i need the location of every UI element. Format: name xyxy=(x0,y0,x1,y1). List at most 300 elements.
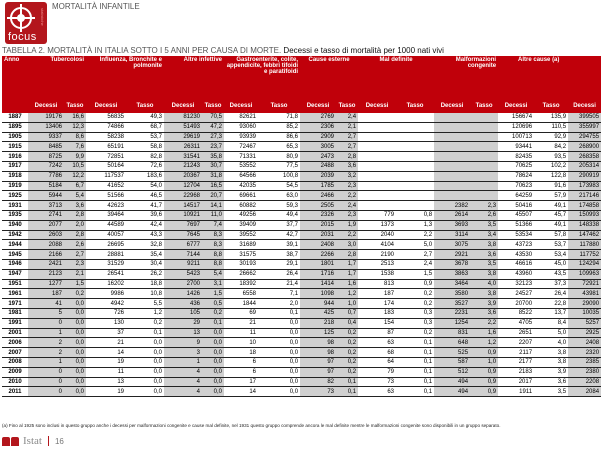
value-cell: 21,4 xyxy=(258,279,300,289)
value-cell: 1 xyxy=(28,328,64,338)
value-cell: 39552 xyxy=(224,230,258,240)
value-cell xyxy=(470,161,498,171)
value-cell xyxy=(470,191,498,201)
value-cell: 8,8 xyxy=(202,250,224,260)
value-cell: 2,7 xyxy=(336,132,358,142)
value-cell: 43723 xyxy=(498,240,534,250)
subheader-decessi: Decessi xyxy=(86,102,126,113)
value-cell: 2,2 xyxy=(336,191,358,201)
footnote: (a) Fino al 1925 sono inclusi in questo gruppo anche i decessi per malformazioni congenite e cause mal definite, nel 1931 questo gruppo comprende ancora le mal definite mentre le malformazioni congenite sono disponibili in un gruppo separato. xyxy=(2,423,501,428)
value-cell xyxy=(358,122,396,132)
subheader-decessi: Decessi xyxy=(300,102,336,113)
value-cell: 26,4 xyxy=(258,269,300,279)
subheader-tasso: Tasso xyxy=(258,102,300,113)
value-cell: 46616 xyxy=(498,259,534,269)
value-cell: 156674 xyxy=(498,113,534,122)
year-cell: 1917 xyxy=(2,161,28,171)
value-cell: 0,0 xyxy=(258,387,300,397)
value-cell: 23,7 xyxy=(202,142,224,152)
year-cell: 1971 xyxy=(2,299,28,309)
table-row xyxy=(2,328,601,338)
value-cell: 2,4 xyxy=(396,259,434,269)
value-cell: 173983 xyxy=(568,181,601,191)
year-cell: 2008 xyxy=(2,357,28,367)
value-cell: 69661 xyxy=(224,191,258,201)
value-cell: 3,2 xyxy=(336,171,358,181)
value-cell: 1,6 xyxy=(470,328,498,338)
value-cell: 0,0 xyxy=(258,318,300,328)
table-row xyxy=(2,299,601,309)
value-cell: 11 xyxy=(224,328,258,338)
value-cell: 20700 xyxy=(498,299,534,309)
value-cell: 0 xyxy=(28,367,64,377)
subheader-tasso: Tasso xyxy=(396,102,434,113)
value-cell: 2117 xyxy=(498,348,534,358)
value-cell: 3,8 xyxy=(470,269,498,279)
table-row xyxy=(2,171,601,181)
value-cell: 3,6 xyxy=(336,161,358,171)
value-cell: 187 xyxy=(28,289,64,299)
value-cell: 53,4 xyxy=(534,250,568,260)
year-cell: 1951 xyxy=(2,279,28,289)
value-cell: 1,0 xyxy=(336,299,358,309)
value-cell xyxy=(470,122,498,132)
value-cell xyxy=(358,161,396,171)
value-cell: 68 xyxy=(358,348,396,358)
value-cell: 21243 xyxy=(164,161,202,171)
value-cell: 0,2 xyxy=(202,308,224,318)
value-cell: 26,4 xyxy=(534,289,568,299)
value-cell: 44589 xyxy=(86,220,126,230)
table-row xyxy=(2,387,601,397)
value-cell: 19176 xyxy=(28,113,64,122)
value-cell: 1,2 xyxy=(336,289,358,299)
value-cell: 2380 xyxy=(568,367,601,377)
year-cell: 2011 xyxy=(2,387,28,397)
value-cell: 0,1 xyxy=(396,367,434,377)
value-cell: 7786 xyxy=(28,171,64,181)
value-cell: 68,7 xyxy=(126,122,164,132)
group-header: Mal definite xyxy=(358,56,434,102)
table-row xyxy=(2,279,601,289)
value-cell: 1254 xyxy=(434,318,470,328)
value-cell: 5,4 xyxy=(64,191,86,201)
value-cell: 2039 xyxy=(300,171,336,181)
value-cell: 0,4 xyxy=(336,318,358,328)
value-cell: 73 xyxy=(358,377,396,387)
value-cell: 183,6 xyxy=(126,171,164,181)
value-cell: 43,5 xyxy=(534,269,568,279)
group-header: Tubercolosi xyxy=(28,56,86,102)
value-cell: 148338 xyxy=(568,220,601,230)
value-cell: 79 xyxy=(358,367,396,377)
group-header: Altre infettive xyxy=(164,56,224,102)
value-cell: 92,9 xyxy=(534,132,568,142)
year-cell: 2006 xyxy=(2,338,28,348)
value-cell: 31,8 xyxy=(202,171,224,181)
page-number: 16 xyxy=(54,436,64,446)
value-cell: 49,4 xyxy=(258,210,300,220)
value-cell: 8725 xyxy=(28,152,64,162)
value-cell: 4104 xyxy=(358,240,396,250)
value-cell xyxy=(470,113,498,122)
value-cell: 0,0 xyxy=(64,377,86,387)
subheader-decessi: Decessi xyxy=(358,102,396,113)
value-cell: 64566 xyxy=(224,171,258,181)
value-cell xyxy=(358,152,396,162)
value-cell: 39464 xyxy=(86,210,126,220)
value-cell: 47,2 xyxy=(202,122,224,132)
value-cell: 2 xyxy=(28,338,64,348)
year-cell: 1916 xyxy=(2,152,28,162)
value-cell: 0,0 xyxy=(258,328,300,338)
value-cell: 69 xyxy=(224,308,258,318)
value-cell: 4 xyxy=(164,367,202,377)
value-cell: 102,2 xyxy=(534,161,568,171)
value-cell: 59,3 xyxy=(258,201,300,211)
subheader-decessi: Decessi xyxy=(434,102,470,113)
value-cell: 87 xyxy=(358,328,396,338)
value-cell: 14 xyxy=(224,387,258,397)
value-cell: 30,4 xyxy=(126,259,164,269)
value-cell: 0,0 xyxy=(258,367,300,377)
value-cell: 93441 xyxy=(498,142,534,152)
value-cell: 3,5 xyxy=(470,259,498,269)
value-cell: 2513 xyxy=(358,259,396,269)
value-cell: 2177 xyxy=(498,357,534,367)
value-cell: 82 xyxy=(300,377,336,387)
value-cell: 18392 xyxy=(224,279,258,289)
value-cell: 1801 xyxy=(300,259,336,269)
value-cell: 6 xyxy=(224,357,258,367)
value-cell: 49,1 xyxy=(534,201,568,211)
value-cell: 58238 xyxy=(86,132,126,142)
table-row xyxy=(2,377,601,387)
value-cell: 0,9 xyxy=(470,348,498,358)
value-cell: 0,0 xyxy=(126,387,164,397)
value-cell: 2,4 xyxy=(336,113,358,122)
year-cell: 1919 xyxy=(2,181,28,191)
value-cell: 1,5 xyxy=(396,269,434,279)
value-cell: 0,2 xyxy=(396,289,434,299)
year-cell: 2001 xyxy=(2,328,28,338)
value-cell: 16,6 xyxy=(64,113,86,122)
value-cell: 124294 xyxy=(568,259,601,269)
value-cell: 70625 xyxy=(498,161,534,171)
value-cell: 6777 xyxy=(164,240,202,250)
value-cell: 29 xyxy=(164,318,202,328)
value-cell: 1,0 xyxy=(470,357,498,367)
value-cell: 8,4 xyxy=(534,318,568,328)
value-cell: 1,5 xyxy=(64,279,86,289)
value-cell: 7,6 xyxy=(64,142,86,152)
table-row xyxy=(2,201,601,211)
value-cell: 9986 xyxy=(86,289,126,299)
value-cell: 0,0 xyxy=(64,357,86,367)
value-cell: 7,4 xyxy=(202,220,224,230)
value-cell: 2166 xyxy=(28,250,64,260)
value-cell: 512 xyxy=(434,367,470,377)
value-cell: 51566 xyxy=(86,191,126,201)
value-cell: 41652 xyxy=(86,181,126,191)
value-cell: 122,8 xyxy=(534,171,568,181)
value-cell: 72921 xyxy=(568,279,601,289)
value-cell: 1,5 xyxy=(202,289,224,299)
year-cell: 1946 xyxy=(2,259,28,269)
value-cell xyxy=(358,191,396,201)
value-cell: 1911 xyxy=(498,387,534,397)
value-cell: 21 xyxy=(86,338,126,348)
value-cell xyxy=(396,132,434,142)
value-cell: 41 xyxy=(28,299,64,309)
value-cell: 64 xyxy=(358,357,396,367)
value-cell: 1373 xyxy=(358,220,396,230)
value-cell: 49256 xyxy=(224,210,258,220)
value-cell: 117752 xyxy=(568,250,601,260)
group-header: Malformazioni congenite xyxy=(434,56,498,102)
table-row xyxy=(2,181,601,191)
value-cell: 125 xyxy=(300,328,336,338)
value-cell: 0,5 xyxy=(202,299,224,309)
value-cell: 3,9 xyxy=(470,299,498,309)
value-cell: 0,0 xyxy=(64,338,86,348)
value-cell: 3527 xyxy=(434,299,470,309)
year-cell: 1931 xyxy=(2,201,28,211)
year-cell: 1925 xyxy=(2,191,28,201)
value-cell: 13406 xyxy=(28,122,64,132)
table-row xyxy=(2,191,601,201)
value-cell: 0,1 xyxy=(336,377,358,387)
value-cell: 1098 xyxy=(300,289,336,299)
value-cell: 3,5 xyxy=(470,220,498,230)
subheader-tasso: Tasso xyxy=(470,102,498,113)
divider xyxy=(48,436,49,446)
value-cell: 14517 xyxy=(164,201,202,211)
value-cell: 105 xyxy=(164,308,202,318)
table-row xyxy=(2,220,601,230)
value-cell xyxy=(396,171,434,181)
value-cell: 57,9 xyxy=(534,191,568,201)
value-cell: 0 xyxy=(28,377,64,387)
value-cell: 35,4 xyxy=(126,250,164,260)
year-cell: 1944 xyxy=(2,240,28,250)
value-cell: 10,5 xyxy=(64,161,86,171)
focus-logo xyxy=(5,2,47,44)
value-cell: 2207 xyxy=(498,338,534,348)
value-cell: 13,7 xyxy=(534,308,568,318)
value-cell: 2473 xyxy=(300,152,336,162)
value-cell: 42623 xyxy=(86,201,126,211)
value-cell: 3,4 xyxy=(470,230,498,240)
value-cell: 2,1 xyxy=(336,122,358,132)
value-cell: 11,0 xyxy=(202,210,224,220)
value-cell: 2651 xyxy=(498,328,534,338)
value-cell: 63 xyxy=(358,387,396,397)
group-header: Altre cause (a) xyxy=(498,56,601,102)
value-cell: 2,8 xyxy=(336,250,358,260)
value-cell: 43960 xyxy=(498,269,534,279)
value-cell: 82435 xyxy=(498,152,534,162)
value-cell: 65,3 xyxy=(258,142,300,152)
value-cell: 2,8 xyxy=(64,230,86,240)
value-cell: 29090 xyxy=(568,299,601,309)
year-cell: 2007 xyxy=(2,348,28,358)
value-cell: 80,9 xyxy=(258,152,300,162)
value-cell xyxy=(396,152,434,162)
group-header-row xyxy=(2,56,601,102)
value-cell: 2408 xyxy=(568,338,601,348)
value-cell: 147462 xyxy=(568,230,601,240)
value-cell: 4705 xyxy=(498,318,534,328)
value-cell: 1538 xyxy=(358,269,396,279)
group-header: Cause esterne xyxy=(300,56,358,102)
value-cell: 0,2 xyxy=(336,348,358,358)
value-cell: 72,6 xyxy=(126,161,164,171)
value-cell: 41,7 xyxy=(126,201,164,211)
value-cell: 0,2 xyxy=(64,289,86,299)
value-cell: 5,4 xyxy=(202,269,224,279)
value-cell: 40057 xyxy=(86,230,126,240)
value-cell: 0,0 xyxy=(126,367,164,377)
value-cell: 10921 xyxy=(164,210,202,220)
value-cell: 3,9 xyxy=(534,367,568,377)
value-cell: 72851 xyxy=(86,152,126,162)
value-cell: 117537 xyxy=(86,171,126,181)
value-cell: 3 xyxy=(164,348,202,358)
value-cell: 2,8 xyxy=(336,152,358,162)
value-cell: 5,5 xyxy=(126,299,164,309)
value-cell: 4,0 xyxy=(534,338,568,348)
table-row xyxy=(2,240,601,250)
value-cell xyxy=(358,113,396,122)
value-cell: 2488 xyxy=(300,161,336,171)
value-cell: 2408 xyxy=(300,240,336,250)
value-cell: 1,6 xyxy=(336,279,358,289)
value-cell: 0,3 xyxy=(396,318,434,328)
value-cell: 2123 xyxy=(28,269,64,279)
value-cell: 2,7 xyxy=(396,250,434,260)
table-row xyxy=(2,259,601,269)
value-cell: 205314 xyxy=(568,161,601,171)
value-cell: 1,3 xyxy=(396,220,434,230)
table-row xyxy=(2,132,601,142)
value-cell: 0,2 xyxy=(126,318,164,328)
value-cell: 0,9 xyxy=(470,367,498,377)
table-row xyxy=(2,289,601,299)
value-cell: 42035 xyxy=(224,181,258,191)
value-cell: 5,0 xyxy=(396,240,434,250)
year-cell: 1935 xyxy=(2,210,28,220)
table-row xyxy=(2,338,601,348)
year-cell: 1942 xyxy=(2,230,28,240)
value-cell: 29619 xyxy=(164,132,202,142)
value-cell: 3863 xyxy=(434,269,470,279)
year-cell: 2009 xyxy=(2,367,28,377)
table-row xyxy=(2,210,601,220)
value-cell: 2,8 xyxy=(64,210,86,220)
subheader-tasso: Tasso xyxy=(126,102,164,113)
value-cell: 45,0 xyxy=(534,259,568,269)
value-cell: 11 xyxy=(86,367,126,377)
value-cell: 3713 xyxy=(28,201,64,211)
value-cell: 46,5 xyxy=(126,191,164,201)
value-cell: 0,0 xyxy=(202,387,224,397)
year-cell: 1947 xyxy=(2,269,28,279)
value-cell: 355997 xyxy=(568,122,601,132)
table-row xyxy=(2,318,601,328)
table-row xyxy=(2,269,601,279)
value-cell: 39,6 xyxy=(126,210,164,220)
year-header: Anno xyxy=(2,56,28,113)
value-cell: 37,3 xyxy=(534,279,568,289)
value-cell: 0,1 xyxy=(336,387,358,397)
value-cell: 12,3 xyxy=(64,122,86,132)
value-cell: 7,1 xyxy=(258,289,300,299)
value-cell: 6 xyxy=(224,367,258,377)
value-cell: 7697 xyxy=(164,220,202,230)
value-cell: 0,0 xyxy=(64,348,86,358)
value-cell: 2088 xyxy=(28,240,64,250)
value-cell: 9,9 xyxy=(64,152,86,162)
value-cell: 53552 xyxy=(224,161,258,171)
year-cell: 1981 xyxy=(2,308,28,318)
value-cell: 19 xyxy=(86,357,126,367)
value-cell: 2614 xyxy=(434,210,470,220)
value-cell: 294755 xyxy=(568,132,601,142)
value-cell: 1,2 xyxy=(470,338,498,348)
value-cell: 3,8 xyxy=(534,357,568,367)
value-cell xyxy=(396,161,434,171)
year-cell: 1991 xyxy=(2,318,28,328)
value-cell: 268358 xyxy=(568,152,601,162)
value-cell: 49,3 xyxy=(126,113,164,122)
value-cell xyxy=(396,201,434,211)
value-cell: 7645 xyxy=(164,230,202,240)
value-cell: 97 xyxy=(300,367,336,377)
value-cell: 1 xyxy=(28,357,64,367)
value-cell: 93939 xyxy=(224,132,258,142)
value-cell: 31541 xyxy=(164,152,202,162)
value-cell: 218 xyxy=(300,318,336,328)
value-cell: 1,7 xyxy=(336,259,358,269)
mortality-table xyxy=(2,56,599,397)
value-cell: 120696 xyxy=(498,122,534,132)
value-cell: 0,9 xyxy=(396,279,434,289)
year-cell: 1905 xyxy=(2,132,28,142)
value-cell: 135,9 xyxy=(534,113,568,122)
value-cell: 39409 xyxy=(224,220,258,230)
value-cell: 5944 xyxy=(28,191,64,201)
value-cell: 3,6 xyxy=(470,308,498,318)
subheader-decessi: Decessi xyxy=(164,102,202,113)
value-cell xyxy=(434,171,470,181)
subheader-decessi: Decessi xyxy=(498,102,534,113)
value-cell: 93060 xyxy=(224,122,258,132)
value-cell: 0,2 xyxy=(396,328,434,338)
value-cell: 2,2 xyxy=(470,318,498,328)
value-cell: 26311 xyxy=(164,142,202,152)
value-cell: 45,7 xyxy=(534,210,568,220)
value-cell xyxy=(470,181,498,191)
value-cell: 2 xyxy=(28,348,64,358)
group-header: Gastroenterite, colite, appendicite, febbri tifoidi e paratifoidi xyxy=(224,56,300,102)
value-cell: 1,2 xyxy=(126,308,164,318)
value-cell: 587 xyxy=(434,357,470,367)
value-cell: 0,0 xyxy=(64,318,86,328)
value-cell xyxy=(470,132,498,142)
value-cell: 64259 xyxy=(498,191,534,201)
group-header: Influenza, Bronchite e polmonite xyxy=(86,56,164,102)
